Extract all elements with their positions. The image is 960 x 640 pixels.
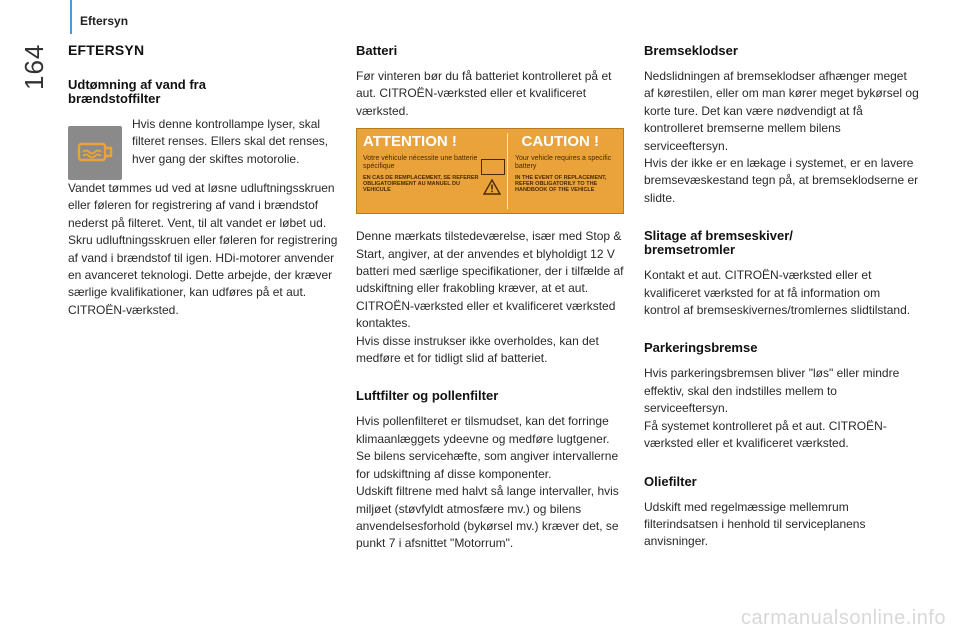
label-right-small: IN THE EVENT OF REPLACEMENT, REFER OBLIGATORILY TO THE HANDBOOK OF THE VEHICLE: [515, 175, 607, 194]
column-left: [68, 40, 348, 319]
label-left-line: Votre véhicule nécessite une batterie spécifique: [363, 155, 478, 171]
water-in-fuel-lamp-icon: [68, 126, 122, 180]
column-right: [644, 40, 919, 551]
parking-brake-heading: Parkeringsbremse: [644, 340, 758, 356]
watermark: carmanualsonline.info: [740, 607, 946, 629]
parking-brake-body-1: Hvis parkeringsbremsen bliver "løs" eller mindre effektiv, skal den indstilles mellem to serviceeftersyn.: [644, 366, 900, 416]
brake-pads-heading: Bremseklodser: [644, 43, 738, 58]
water-drain-body: Vandet tømmes ud ved at løsne udluftningsskruen eller føleren for registrering af vand i brændstof nederst på filteret. Vent, til alt vandet er løbet ud. Skru udluftningsskruen eller føleren for registrering af vand i brændstof til igen. HDi-motorer anvender en avanceret teknologi. Dette arbejde, der kræver særlige kvalifikationer, kan udføres på et aut. CITROËN-værksted.: [68, 181, 338, 317]
water-drain-heading: Udtømning af vand fra brændstoffilter: [68, 77, 206, 106]
brake-discs-body: Kontakt et aut. CITROËN-værksted eller et kvalificeret værksted for at få information om kontrol af bremseskivernes/tromlernes slidtilstand.: [644, 268, 911, 318]
page-number: 164: [19, 43, 49, 90]
air-filter-body-2: Udskift filtrene med halvt så lange intervaller, hvis miljøet (støvfyldt atmosfære mv.) og bilens anvendelsesforhold (bykørsel mv.) kræver det, se punkt 7 i afsnittet "Motorrum".: [356, 484, 619, 551]
label-headings: [363, 133, 617, 153]
battery-warning-label: [356, 128, 624, 214]
label-right-line: Your vehicle requires a specific battery: [515, 155, 612, 171]
label-divider: [507, 133, 508, 209]
warning-triangle-icon: [483, 179, 501, 195]
lamp-description: Hvis denne kontrollampe lyser, skal filteret renses. Ellers skal det renses, hver gang der skiftes motorolie.: [132, 117, 329, 166]
oil-filter-body: Udskift med regelmæssige mellemrum filterindsatsen i henhold til serviceplanens anvisninger.: [644, 499, 866, 549]
label-caution: CAUTION !: [521, 133, 599, 151]
oil-filter-heading: Oliefilter: [644, 473, 697, 489]
label-attention: ATTENTION !: [363, 133, 457, 151]
battery-warning-text: Hvis disse instrukser ikke overholdes, kan det medføre et for tidligt slid af batteriet.: [356, 333, 599, 366]
brake-discs-heading: Slitage af bremseskiver/ bremsetromler: [644, 228, 793, 258]
section-title: EFTERSYN: [68, 42, 145, 58]
air-filter-heading: Luftfilter og pollenfilter: [356, 388, 499, 404]
battery-body: Denne mærkats tilstedeværelse, især med Stop & Start, angiver, at der anvendes et blyholdigt 12 V batteri med særlige specifikationer, der i tilfælde af udskiftning eller frakobling kræver, at et aut. CITROËN-værksted eller et kvalificeret værksted kontaktes.: [356, 229, 624, 331]
brake-pads-body-1: Nedslidningen af bremseklodser afhænger meget af kørestilen, eller om man kører meget bykørsel og korte ture. Det kan være nødvendigt at få kontrolleret bremserne mellem bilens serviceeftersyn.: [644, 69, 919, 153]
label-left-text: [363, 155, 483, 193]
air-filter-body-1: Hvis pollenfilteret er tilsmudset, kan det forringe klimaanlæggets ydeevne og medføre lugtgener. Se bilens servicehæfte, som angiver intervallerne for udskiftning af disse komponenter.: [356, 414, 619, 481]
label-left-small: EN CAS DE REMPLACEMENT, SE REFERER OBLIGATOIREMENT AU MANUEL DU VEHICULE: [363, 175, 479, 194]
column-middle: [356, 40, 626, 553]
running-title: Eftersyn: [80, 14, 129, 28]
brake-pads-body-2: Hvis der ikke er en lækage i systemet, er en lavere bremsevæskestand tegn på, at bremseklodserne er slidte.: [644, 156, 919, 205]
header-accent-bar: [70, 0, 72, 34]
label-right-text: [515, 155, 619, 193]
battery-icon: [481, 159, 505, 175]
warning-lamp-row: [68, 116, 348, 180]
battery-heading: Batteri: [356, 43, 398, 58]
parking-brake-body-2: Få systemet kontrolleret på et aut. CITROËN-værksted eller et kvalificeret værksted.: [644, 418, 887, 451]
battery-intro: Før vinteren bør du få batteriet kontrolleret på et aut. CITROËN-værksted eller et kvalificeret værksted.: [356, 69, 612, 118]
